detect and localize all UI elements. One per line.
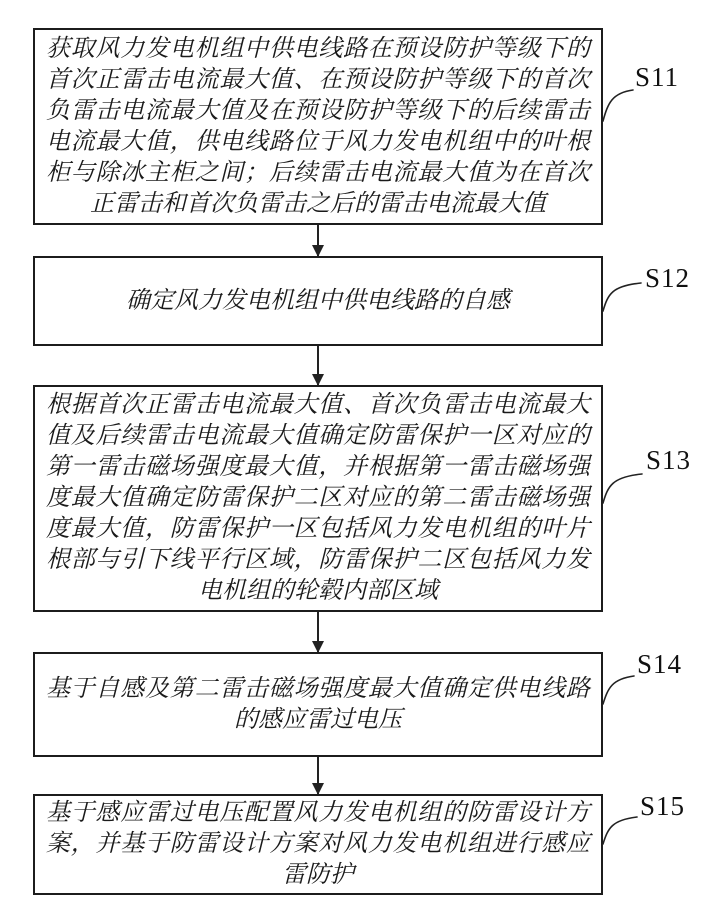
flow-step-box-s14 xyxy=(33,652,603,757)
step-text-s13: 根据首次正雷击电流最大值、首次负雷击电流最大值及后续雷击电流最大值确定防雷保护一区对应的第一雷击磁场强度最大值，并根据第一雷击磁场强度最大值确定防雷保护二区对应的第二雷击磁场强度最大值，防雷保护一区包括风力发电机组的叶片根部与引下线平行区域，防雷保护二区包括风力发电机组的轮毂内部区域 xyxy=(46,392,590,604)
flow-step-box-s15 xyxy=(33,794,603,895)
flow-step-box-s12 xyxy=(33,256,603,346)
step-text-s12: 确定风力发电机组中供电线路的自感 xyxy=(126,287,510,314)
label-connector-s14 xyxy=(603,676,634,704)
step-label-s13: S13 xyxy=(646,445,692,475)
step-label-s15: S15 xyxy=(640,791,686,821)
down-arrow-icon xyxy=(317,757,319,794)
step-label-s14: S14 xyxy=(637,649,683,679)
flow-step-box-s11 xyxy=(33,28,603,225)
label-connector-s12 xyxy=(603,283,641,311)
step-label-s11: S11 xyxy=(635,62,680,92)
flow-step-box-s13 xyxy=(33,385,603,612)
step-text-s15: 基于感应雷过电压配置风力发电机组的防雷设计方案，并基于防雷设计方案对风力发电机组进行感应雷防护 xyxy=(46,800,590,888)
down-arrow-icon xyxy=(317,612,319,652)
step-text-s14: 基于自感及第二雷击磁场强度最大值确定供电线路的感应雷过电压 xyxy=(46,675,590,733)
label-connector-s11 xyxy=(603,90,633,121)
step-label-s12: S12 xyxy=(645,263,691,293)
step-text-s11: 获取风力发电机组中供电线路在预设防护等级下的首次正雷击电流最大值、在预设防护等级下的首次负雷击电流最大值及在预设防护等级下的后续雷击电流最大值，供电线路位于风力发电机组中的叶根柜与除冰主柜之间；后续雷击电流最大值为在首次正雷击和首次负雷击之后的雷击电流最大值 xyxy=(46,35,590,217)
label-connector-s13 xyxy=(603,474,642,503)
down-arrow-icon xyxy=(317,346,319,385)
down-arrow-icon xyxy=(317,225,319,256)
label-connector-s15 xyxy=(603,817,637,844)
